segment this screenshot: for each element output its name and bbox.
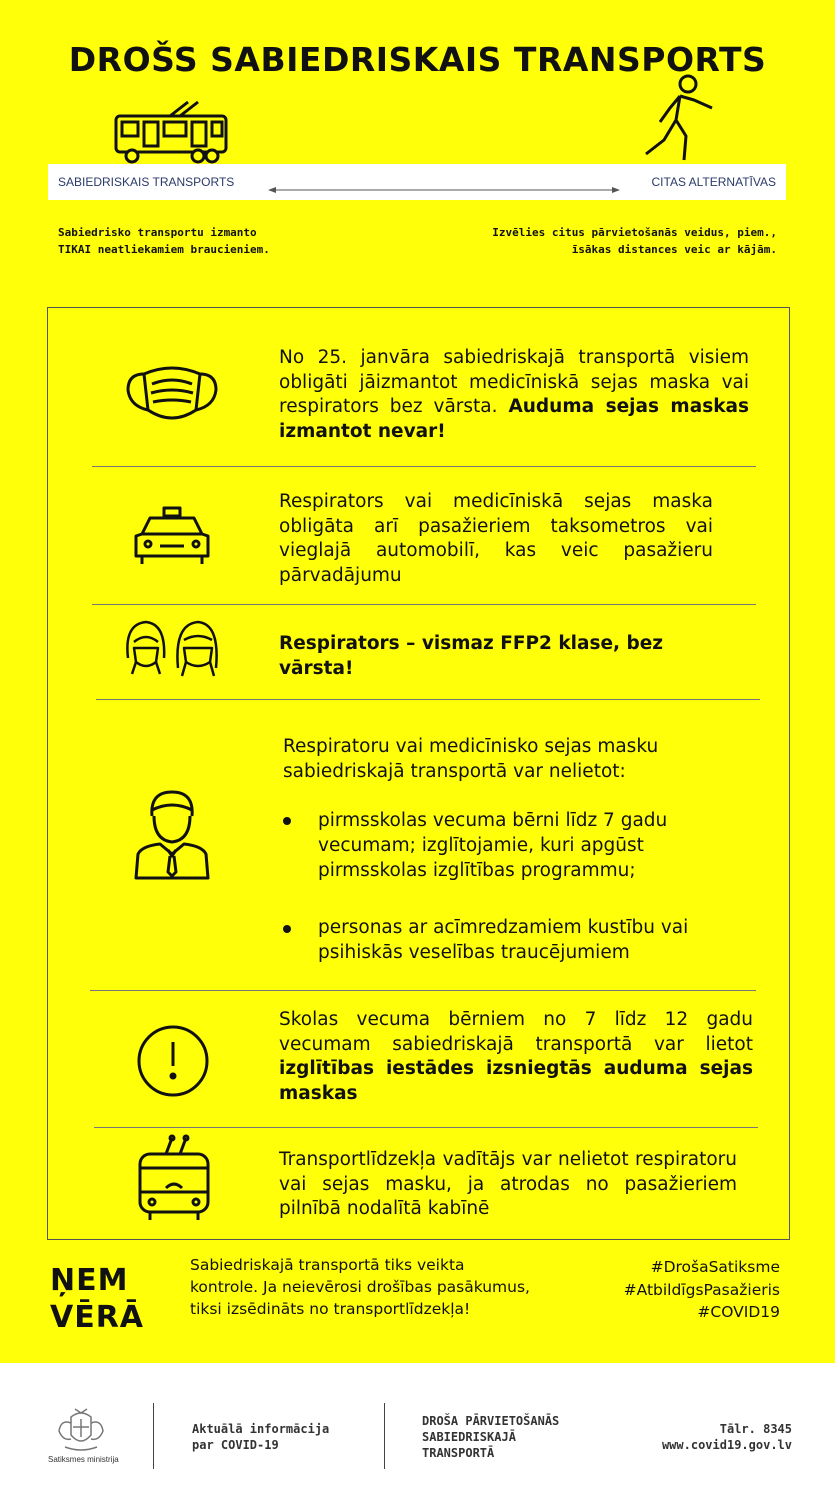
person-icon	[134, 788, 210, 880]
rule-driver-text: Transportlīdzekļa vadītājs var nelietot respiratoru vai sejas masku, ja atrodas no pasažieriem pilnībā nodalītā kabīnē	[279, 1149, 737, 1219]
covid-info: Aktuālā informācija par COVID-19	[192, 1422, 330, 1452]
notice-text: Sabiedriskajā transportā tiks veikta kontrole. Ja neievērosi drošības pasākumus, tiksi izsēdināts no transportlīdzekļa!	[190, 1256, 530, 1318]
bullet	[283, 817, 291, 825]
rule-mask-text: No 25. janvāra sabiedriskajā transportā visiem obligāti jāizmantot medicīniskā sejas maska vai respirators bez vārsta. Auduma sejas maskas izmantot nevar!	[279, 347, 750, 442]
footer-divider	[384, 1403, 385, 1469]
coat-of-arms-logo	[55, 1407, 107, 1453]
website-link[interactable]: www.covid19.gov.lv	[661, 1438, 792, 1452]
row-divider	[92, 466, 756, 467]
intro-right: Izvēlies citus pārvietošanās veidus, piem., īsākas distances veic ar kājām.	[492, 226, 777, 256]
comparison-strip	[48, 164, 786, 200]
trolleybus-icon	[110, 100, 232, 166]
exemption-item: personas ar acīmredzamiem kustību vai psihiskās veselības traucējumiem	[318, 917, 689, 963]
row-divider	[92, 604, 756, 605]
face-mask-icon	[126, 360, 218, 426]
row-divider	[90, 990, 756, 991]
taxi-icon	[132, 506, 212, 566]
hashtags	[624, 1256, 780, 1324]
contact-info	[662, 1421, 792, 1453]
exemption-item: pirmsskolas vecuma bērni līdz 7 gadu vecumam; izglītojamie, kuri apgūst pirmsskolas izglītības programmu;	[318, 810, 668, 881]
notice-heading: ŅEM VĒRĀ	[50, 1263, 145, 1335]
rule-taxi-text: Respirators vai medicīniskā sejas maska obligāta arī pasažieriem taksometros vai vieglajā automobilī, kas veic pasažieru pārvadājumu	[279, 491, 713, 586]
campaign-name: DROŠA PĀRVIETOŠANĀS SABIEDRISKAJĀ TRANSPORTĀ	[422, 1414, 560, 1460]
bullet	[283, 925, 291, 933]
hashtag: #DrošaSatiksme	[650, 1258, 780, 1276]
people-respirator-icon	[122, 618, 222, 678]
hashtag: #COVID19	[697, 1303, 780, 1321]
bus-front-icon	[136, 1134, 212, 1224]
footer-divider	[153, 1403, 154, 1469]
exclamation-icon	[136, 1024, 210, 1098]
rule-ffp2-text: Respirators – vismaz FFP2 klase, bez vārsta!	[279, 633, 664, 679]
page-title: DROŠS SABIEDRISKAIS TRANSPORTS	[68, 40, 767, 79]
exemptions-intro: Respiratoru vai medicīnisko sejas masku sabiedriskajā transportā var nelietot:	[283, 736, 659, 782]
double-arrow-icon	[268, 181, 620, 183]
footer	[0, 1363, 835, 1500]
ministry-name: Satiksmes ministrija	[48, 1455, 119, 1464]
strip-label-public-transport: SABIEDRISKAIS TRANSPORTS	[58, 175, 235, 189]
intro-left: Sabiedrisko transportu izmanto TIKAI neatliekamiem braucieniem.	[58, 226, 270, 256]
row-divider	[94, 1127, 758, 1128]
row-divider	[96, 699, 760, 700]
strip-label-alternatives: CITAS ALTERNATĪVAS	[651, 175, 776, 189]
walking-person-icon	[636, 74, 728, 164]
hashtag: #AtbildīgsPasažieris	[623, 1280, 780, 1299]
rule-school-text: Skolas vecuma bērniem no 7 līdz 12 gadu vecumam sabiedriskajā transportā var lietot izglītības iestādes izsniegtās auduma sejas maskas	[279, 1009, 753, 1104]
phone-number: Tālr. 8345	[719, 1422, 792, 1436]
